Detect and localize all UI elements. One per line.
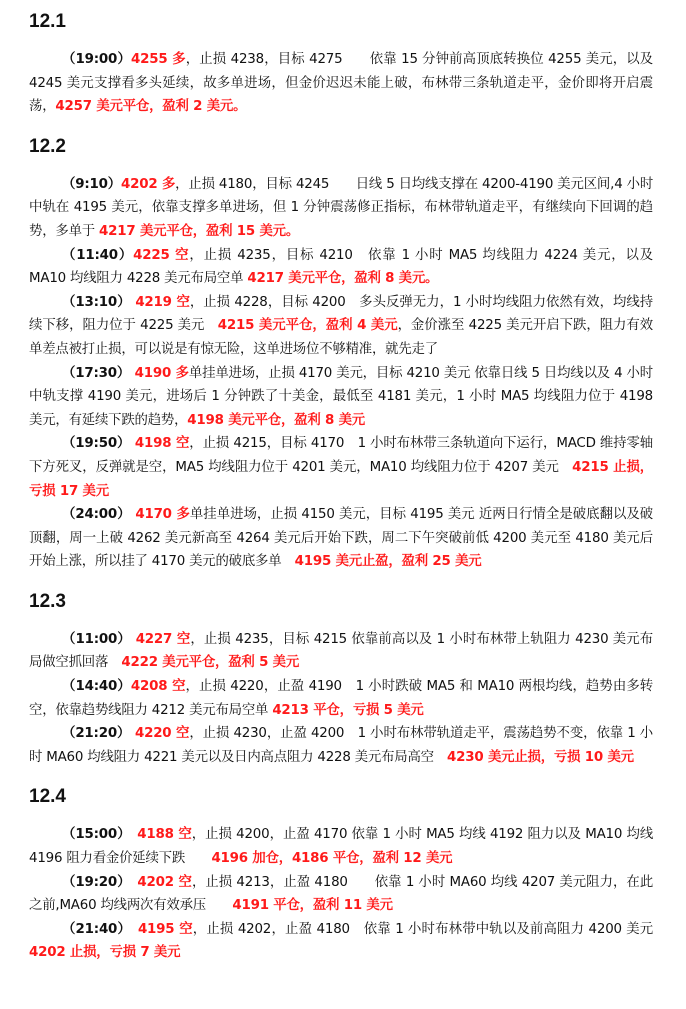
trade-time: （9:10）: [62, 176, 121, 192]
trade-highlight: 4215 止损，亏损 17 美元: [29, 459, 653, 499]
trade-description: ，金价涨至 4225 美元开启下跌，阻力有效单差点被打止损，可以说是有惊无险，这单进场位不够精准，就先走了: [29, 318, 653, 357]
trade-highlight: 4219 空: [130, 294, 190, 310]
trade-entry: [29, 173, 653, 244]
trade-description: 单挂单进场，止损 4170 美元，目标 4210 美元 依靠日线 5 日均线以及 4 小时中轨支撑 4190 美元，进场后 1 分钟跌了十美金，最低至 4181 美元，1 小时 MA5 均线阻力位于 4198 美元，有延续下跌的趋势，: [29, 365, 653, 428]
trade-highlight: 4202 空: [123, 874, 192, 890]
trade-description: ，止损 4220，止盈 4190 1 小时跌破 MA5 和 MA10 两根均线，趋势由多转空，依靠趋势线阻力 4212 美元布局空单: [29, 679, 653, 718]
trade-time: （21:40）: [62, 921, 125, 937]
trade-highlight: 4170 多: [130, 507, 190, 523]
trade-highlight: 4257 美元平仓，盈利 2 美元。: [55, 99, 247, 115]
trade-entry: [29, 291, 653, 362]
trade-time: （11:00）: [62, 631, 131, 647]
trade-time: （24:00）: [62, 507, 131, 523]
trade-highlight: 4195 美元止盈，盈利 25 美元: [294, 554, 482, 570]
trade-highlight: 4188 空: [123, 827, 192, 843]
trade-highlight: 4190 多: [130, 365, 189, 381]
trade-highlight: 4215 美元平仓，盈利 4 美元: [217, 318, 398, 334]
trade-time: （17:30）: [62, 365, 131, 381]
date-section: [29, 133, 653, 574]
date-section: [29, 8, 653, 119]
trade-highlight: 4198 美元平仓，盈利 8 美元: [187, 412, 365, 428]
date-heading: 12.3: [29, 590, 66, 612]
trade-highlight: 4202 多: [120, 176, 176, 192]
trade-highlight: 4222 美元平仓，盈利 5 美元: [121, 655, 300, 671]
trade-description: ，止损 4213，止盈 4180 依靠 1 小时 MA60 均线 4207 美元阻力，在此之前,MA60 均线两次有效承压: [29, 874, 654, 914]
trade-highlight: 4217 美元平仓，盈利 8 美元。: [247, 271, 439, 287]
trade-entry: [29, 722, 653, 769]
trade-time: （19:50）: [62, 436, 131, 452]
trade-time: （13:10）: [62, 294, 131, 310]
trade-description: ，止损 4230，止盈 4200 1 小时布林带轨道走平，震荡趋势不变，依靠 1 小时 MA60 均线阻力 4221 美元以及日内高点阻力 4228 美元布局高空: [29, 726, 653, 765]
trade-description: ，止损 4180，目标 4245 日线 5 日均线支撑在 4200-4190 美元区间,4 小时中轨在 4195 美元，依靠支撑多单进场，但 1 分钟震荡修正指标，布林带轨道走平，有继续向下回调的趋势，多单于: [29, 176, 654, 239]
trade-entry: [29, 823, 653, 870]
trade-highlight: 4208 空: [130, 679, 186, 695]
trade-highlight: 4255 多: [130, 52, 186, 67]
trade-highlight: 4220 空: [130, 726, 190, 742]
trade-time: （19:00）: [62, 52, 131, 67]
trade-highlight: 4202 止损，亏损 7 美元: [29, 945, 181, 961]
trade-description: ，止损 4202，止盈 4180 依靠 1 小时布林带中轨以及前高阻力 4200 美元: [192, 921, 667, 937]
trade-time: （21:20）: [62, 726, 131, 742]
trade-entry: [29, 675, 653, 722]
trade-time: （15:00）: [62, 827, 124, 843]
trade-description: ，止损 4228，目标 4200 多头反弹无力，1 小时均线阻力依然有效，均线持续下移，阻力位于 4225 美元: [29, 294, 653, 334]
trade-highlight: 4225 空: [133, 247, 190, 263]
trade-time: （14:40）: [62, 679, 131, 695]
date-heading: 12.2: [29, 135, 66, 157]
trade-time: （11:40）: [62, 247, 134, 263]
trade-time: （19:20）: [62, 874, 124, 890]
trade-entry: [29, 628, 653, 675]
trade-entry: [29, 432, 653, 503]
trade-highlight: 4191 平仓，盈利 11 美元: [232, 898, 393, 914]
trade-entry: [29, 871, 653, 918]
date-heading: 12.4: [29, 786, 66, 808]
trade-highlight: 4213 平仓，亏损 5 美元: [272, 702, 424, 718]
date-section: [29, 588, 653, 770]
trade-description: ，止损 4238，目标 4275 依靠 15 分钟前高顶底转换位 4255 美元，以及 4245 美元支撑看多头延续，故多单进场，但金价迟迟未能上破，布林带三条轨道走平，金价即将开启震荡，: [29, 52, 653, 115]
date-heading: 12.1: [29, 11, 66, 32]
trade-highlight: 4198 空: [130, 436, 190, 452]
trade-entry: [29, 244, 653, 291]
trade-entry: [29, 362, 653, 433]
trade-highlight: 4230 美元止损，亏损 10 美元: [447, 749, 634, 765]
trade-entry: [29, 48, 653, 119]
trade-description: 单挂单进场，止损 4150 美元，目标 4195 美元 近两日行情全是破底翻以及破顶翻，周一上破 4262 美元新高至 4264 美元后开始下跌，周二下午突破前低 4200 美元至 4180 美元后开始上涨，所以挂了 4170 美元的破底多单: [29, 507, 653, 570]
trade-description: ，止损 4215，目标 4170 1 小时布林带三条轨道向下运行，MACD 维持零轴下方死叉，反弹就是空，MA5 均线阻力位于 4201 美元，MA10 均线阻力位于 4207 美元: [29, 436, 653, 475]
trade-highlight: 4195 空: [124, 921, 193, 937]
trade-description: ，止损 4235，目标 4215 依靠前高以及 1 小时布林带上轨阻力 4230 美元布局做空抓回落: [29, 631, 653, 671]
trade-description: ，止损 4235，目标 4210 依靠 1 小时 MA5 均线阻力 4224 美元，以及 MA10 均线阻力 4228 美元布局空单: [29, 247, 653, 287]
trade-highlight: 4196 加仓，4186 平仓，盈利 12 美元: [211, 851, 453, 867]
date-section: [29, 783, 667, 965]
trade-description: ，止损 4200，止盈 4170 依靠 1 小时 MA5 均线 4192 阻力以及 MA10 均线 4196 阻力看金价延续下跌: [29, 827, 654, 867]
trade-entry: [29, 503, 653, 574]
trade-entry: [29, 918, 667, 965]
trade-highlight: 4217 美元平仓，盈利 15 美元。: [99, 223, 300, 239]
trade-highlight: 4227 空: [130, 631, 191, 647]
